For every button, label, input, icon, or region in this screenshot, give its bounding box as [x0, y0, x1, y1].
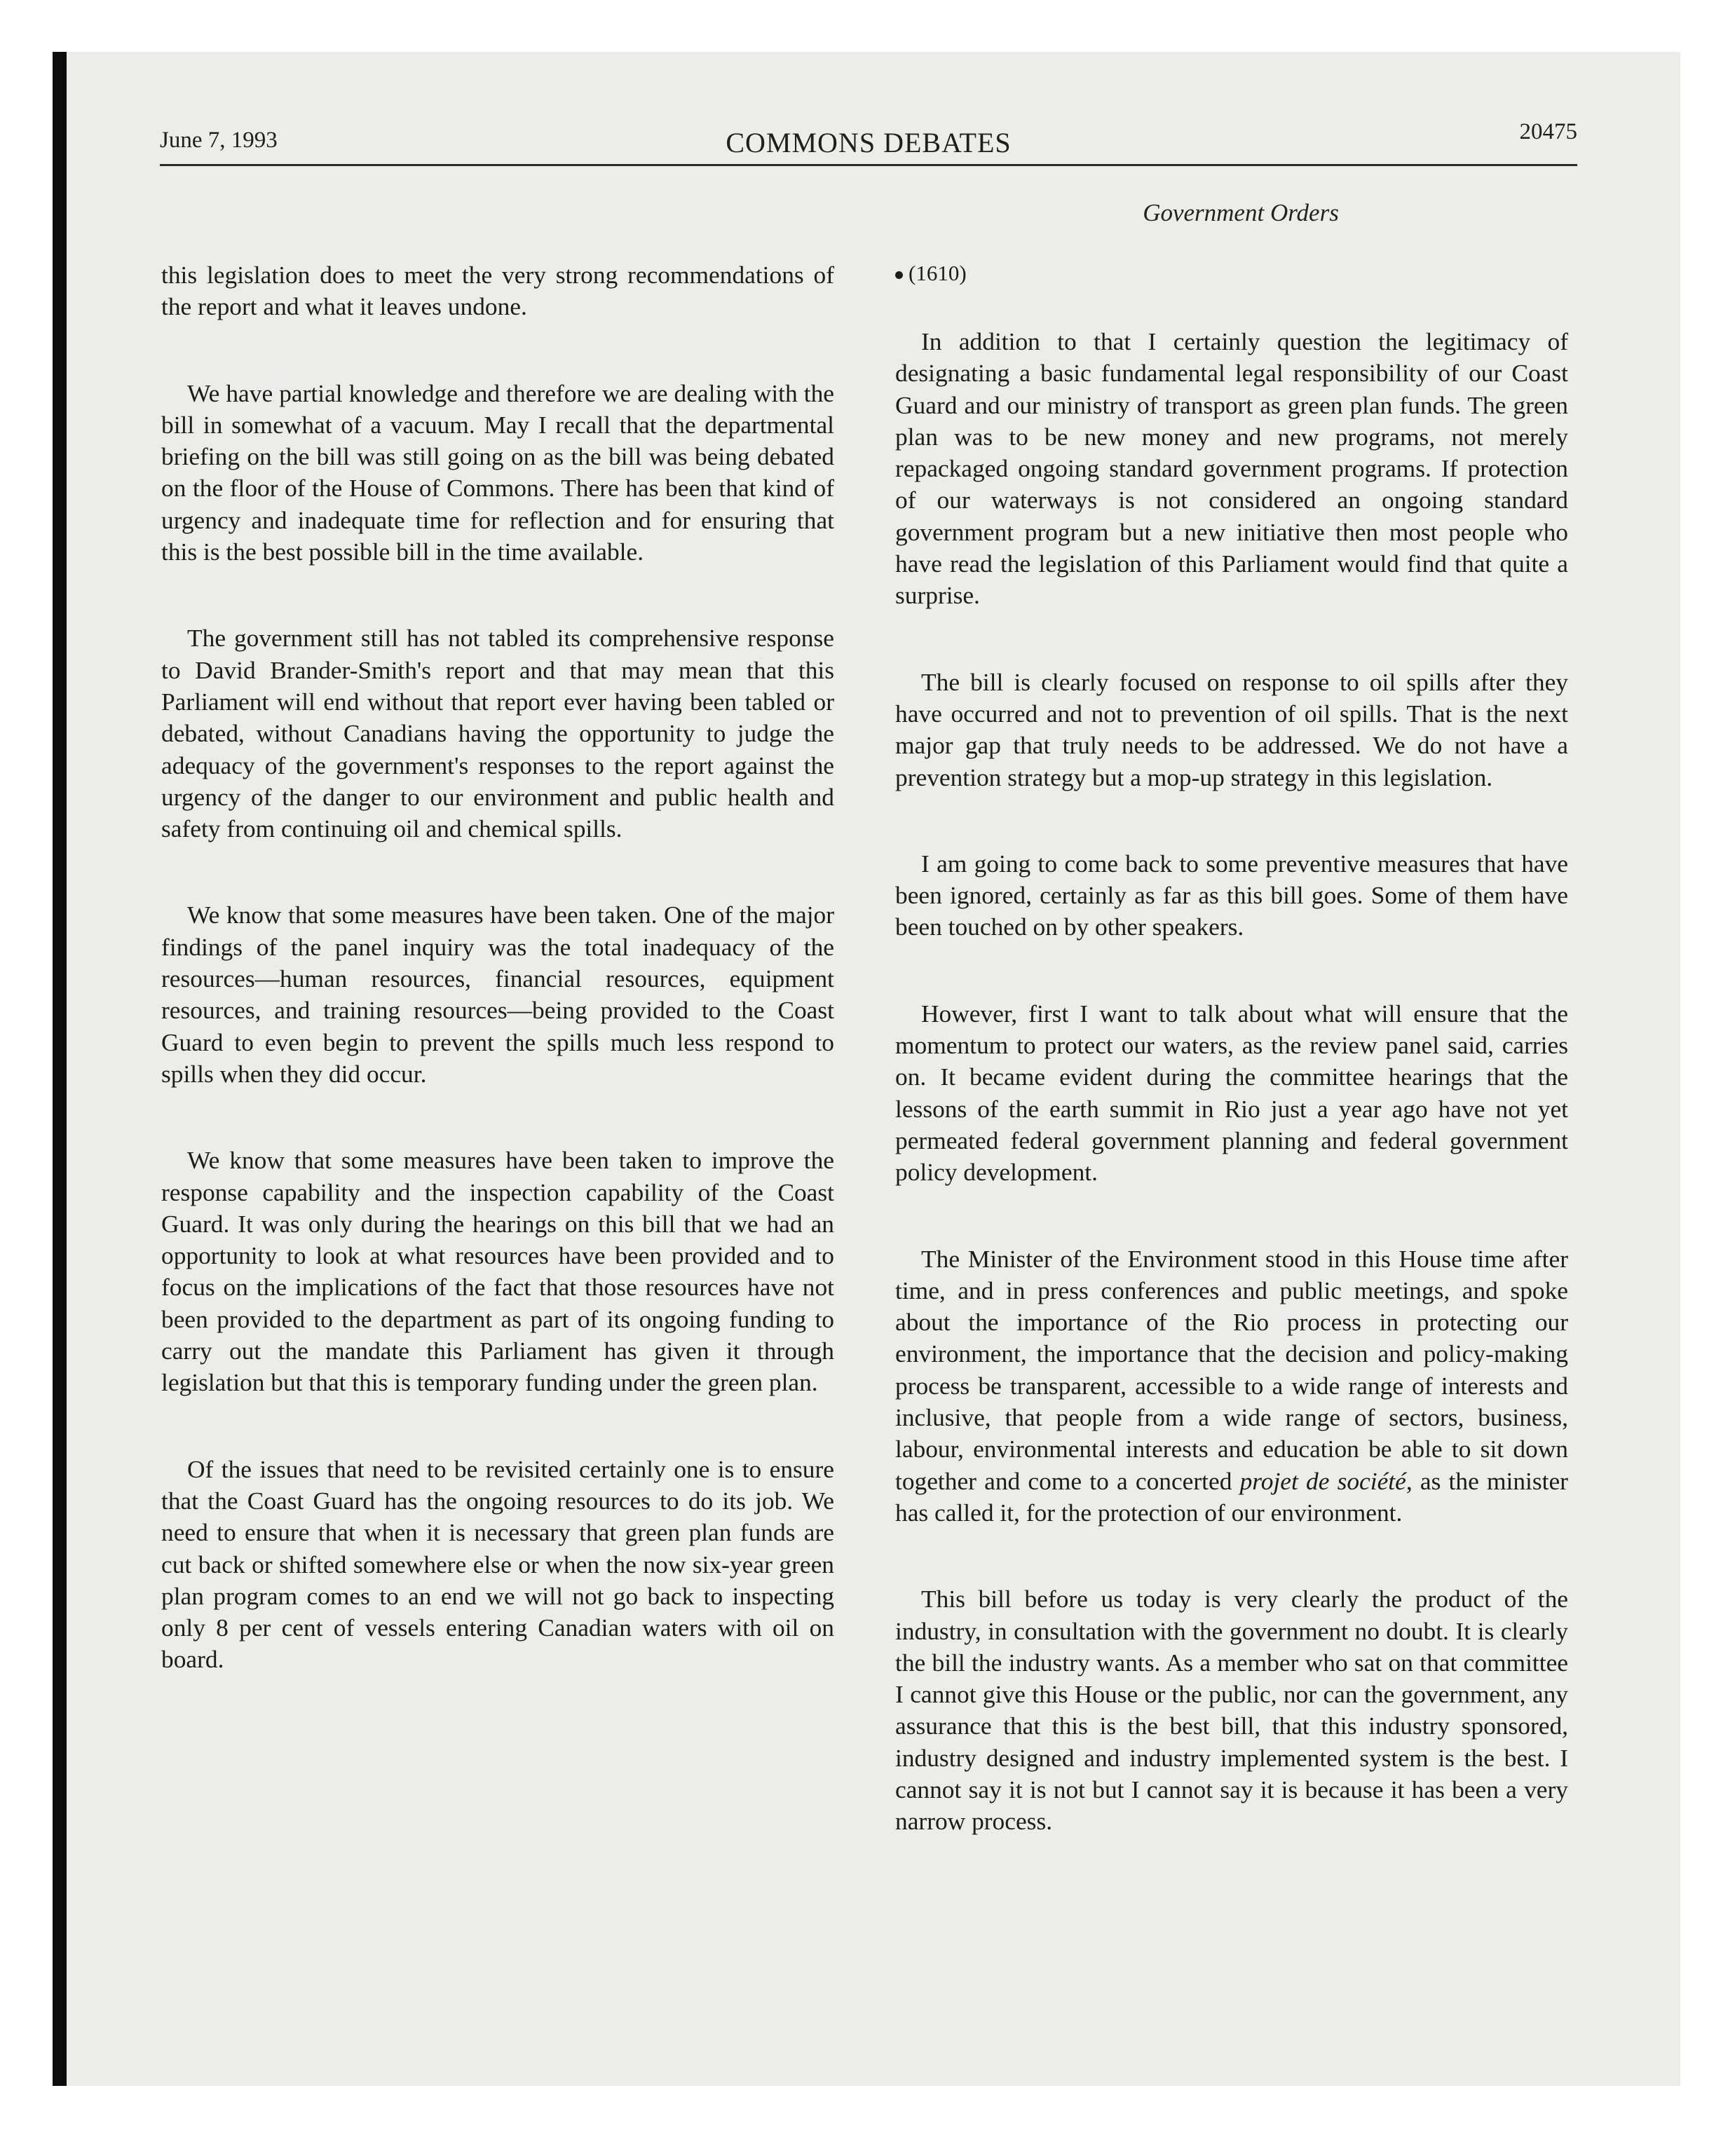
- section-heading: Government Orders: [1143, 199, 1339, 226]
- paragraph: The bill is clearly focused on response to oil spills after they have occurred and not to prevention of oil spills. That is the next major gap that truly needs to be addressed. We do not have a prevention strategy but a mop-up strategy in this legislation.: [895, 667, 1568, 791]
- paragraph: In addition to that I certainly question the legitimacy of designating a basic fundamental legal responsibility of our Coast Guard and our ministry of transport as green plan funds. The green plan was to be new money and new programs, not merely repackaged ongoing standard government programs. If protection of our waterways is not considered an ongoing standard government program but a new initiative then most people who have read the legislation of this Parliament would find that quite a surprise.: [895, 327, 1568, 610]
- time-marker-text: (1610): [909, 261, 967, 285]
- paragraph-minister: [895, 1243, 1568, 1529]
- right-column: [895, 259, 1568, 1892]
- header-rule: [160, 164, 1577, 166]
- header-date: June 7, 1993: [160, 128, 278, 153]
- paragraph: We know that some measures have been taken. One of the major findings of the panel inquiry was the total inadequacy of the resources—human resources, financial resources, equipment resources, and training resources—being provided to the Coast Guard to even begin to prevent the spills much less respond to spills when they did occur.: [161, 901, 834, 1088]
- paragraph: We have partial knowledge and therefore we are dealing with the bill in somewhat of a vacuum. May I recall that the departmental briefing on the bill was still going on as the bill was being debated on the floor of the House of Commons. There has been that kind of urgency and inadequate time for reflection and for ensuring that this is the best possible bill in the time available.: [161, 378, 834, 566]
- bullet-icon: [895, 271, 903, 279]
- running-header: [160, 119, 1577, 161]
- time-marker: [895, 259, 1568, 287]
- paragraph-text: , as the minister has called it, for the protection of our environment.: [895, 1466, 1568, 1527]
- header-publication: COMMONS DEBATES: [726, 127, 1012, 158]
- paragraph: This bill before us today is very clearly the product of the industry, in consultation with the government no doubt. It is clearly the bill the industry wants. As a member who sat on that committee I cannot give this House or the public, nor can the government, any assurance that this is the best bill, that this industry sponsored, industry designed and industry implemented system is the best. I cannot say it is not but I cannot say it is because it has been a very narrow process.: [895, 1585, 1568, 1836]
- paragraph: However, first I want to talk about what will ensure that the momentum to protect our waters, as the review panel said, carries on. It became evident during the committee hearings that the lessons of the earth summit in Rio just a year ago have not yet permeated federal government planning and federal government policy development.: [895, 999, 1568, 1187]
- left-column: [161, 259, 834, 1731]
- paragraph-text: The Minister of the Environment stood in this House time after time, and in press conferences and public meetings, and spoke about the importance of the Rio process in protecting our environment, the importance that the decision and policy-making process be transparent, accessible to a wide range of interests and inclusive, that people from a wide range of sectors, business, labour, environmental interests and education be able to sit down together and come to a concerted: [895, 1244, 1568, 1495]
- paragraph: Of the issues that need to be revisited certainly one is to ensure that the Coast Guard has the ongoing resources to do its job. We need to ensure that when it is necessary that green plan funds are cut back or shifted somewhere else or when the now six-year green plan program comes to an end we will not go back to inspecting only 8 per cent of vessels entering Canadian waters with oil on board.: [161, 1454, 834, 1674]
- paragraph: this legislation does to meet the very strong recommendations of the report and what it leaves undone.: [161, 261, 834, 321]
- paragraph: I am going to come back to some preventive measures that have been ignored, certainly as far as this bill goes. Some of them have been touched on by other speakers.: [895, 849, 1568, 941]
- paragraph: We know that some measures have been taken to improve the response capability and the inspection capability of the Coast Guard. It was only during the hearings on this bill that we had an opportunity to look at what resources have been provided and to focus on the implications of the fact that those resources have not been provided to the department as part of its ongoing funding to carry out the mandate this Parliament has given it through legislation but that this is temporary funding under the green plan.: [161, 1146, 834, 1397]
- header-page-number: 20475: [1519, 119, 1577, 144]
- italic-phrase: projet de société: [1239, 1466, 1406, 1495]
- paragraph: The government still has not tabled its comprehensive response to David Brander-Smith's report and that may mean that this Parliament will end without that report ever having been tabled or debated, without Canadians having the opportunity to judge the adequacy of the government's responses to the report against the urgency of the danger to our environment and public health and safety from continuing oil and chemical spills.: [161, 624, 834, 843]
- scan-binding-edge: [53, 52, 67, 2086]
